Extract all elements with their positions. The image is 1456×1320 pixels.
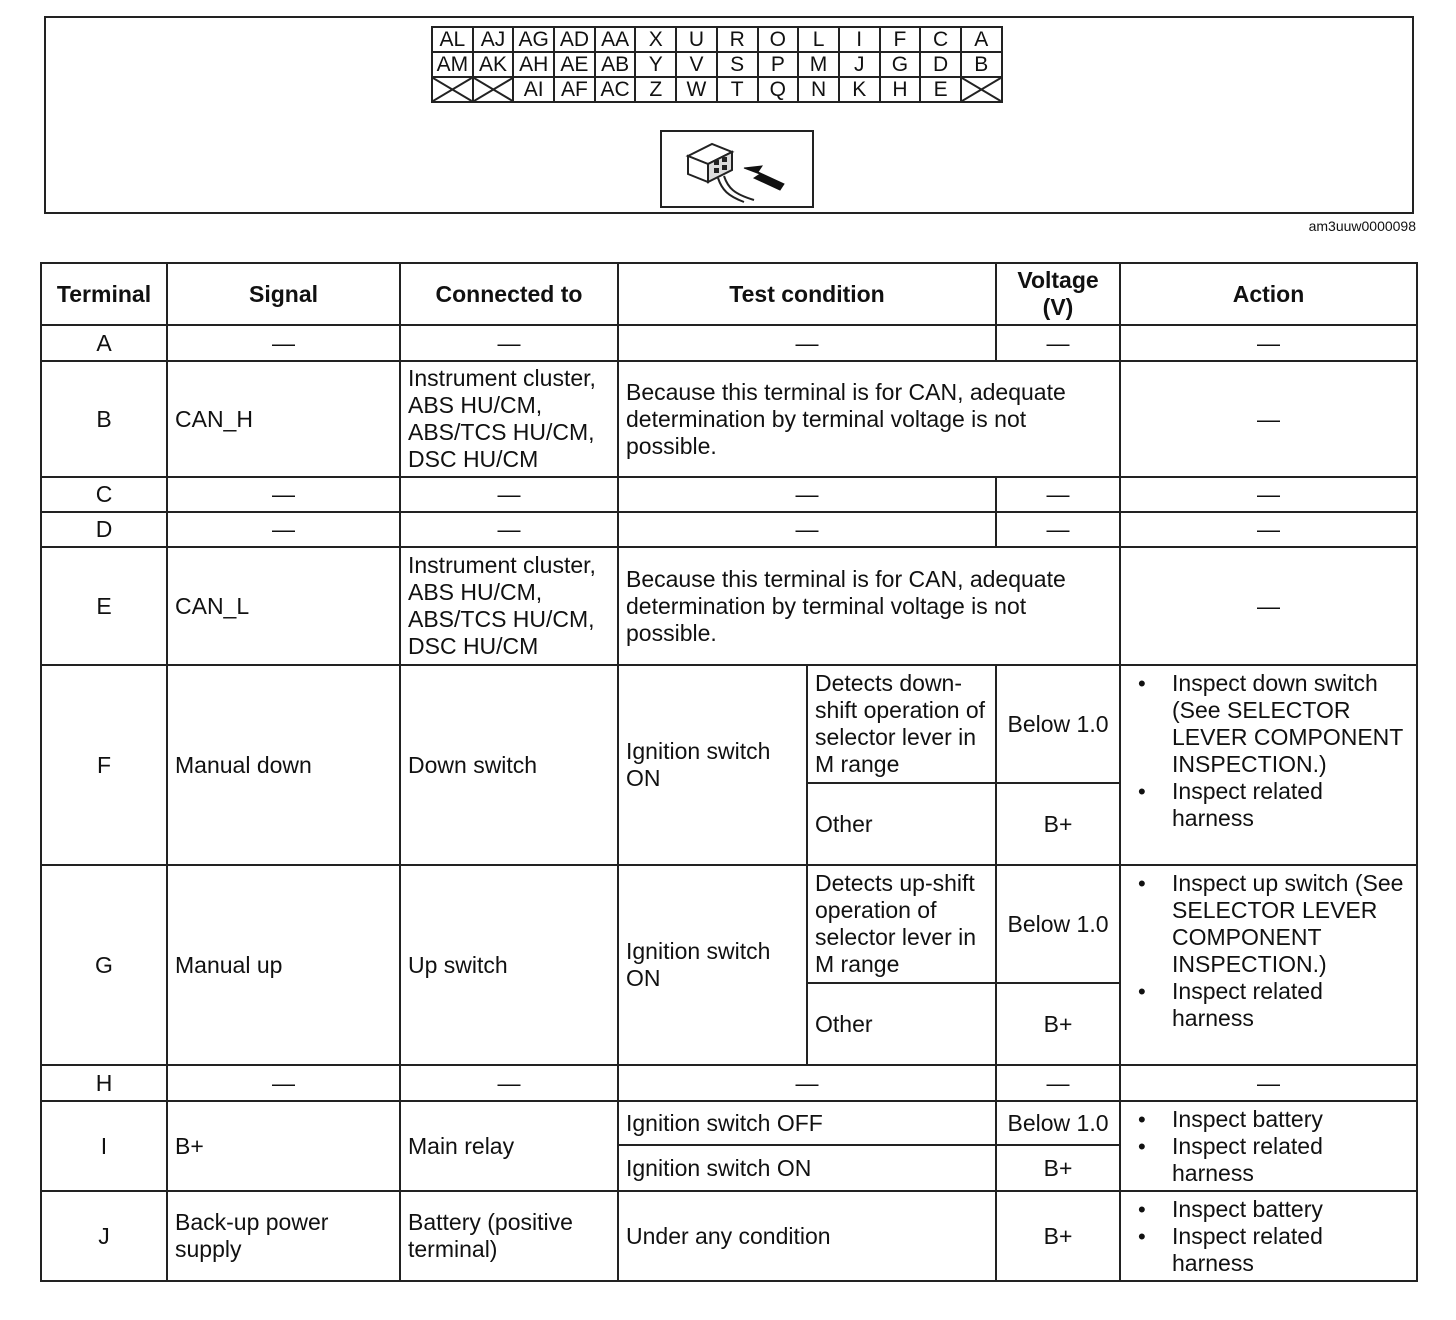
pin: AJ [473,27,514,52]
header-terminal: Terminal [41,263,167,325]
dash-cell: — [1120,512,1417,547]
dash-cell: — [167,325,400,361]
signal-cell: Manual up [167,865,400,1065]
action-list [1128,1106,1409,1187]
sub-condition-cell: Detects down-shift operation of selector lever in M range [807,665,996,783]
pin: AL [432,27,473,52]
pin: AC [595,77,636,102]
pin: AK [473,52,514,77]
pin: AI [513,77,554,102]
can-note-cell: Because this terminal is for CAN, adequate determination by terminal voltage is not possible. [618,361,1120,477]
action-item: • Inspect related harness [1134,1223,1409,1277]
pin: AB [595,52,636,77]
signal-cell: Back-up power supply [167,1191,400,1281]
connector-pin-grid [431,26,1003,103]
pin: K [839,77,880,102]
condition-cell: Ignition switch ON [618,665,807,865]
pin: Y [635,52,676,77]
header-voltage: Voltage (V) [996,263,1120,325]
dash-cell: — [996,1065,1120,1101]
sub-condition-cell: Other [807,783,996,865]
signal-cell: CAN_H [167,361,400,477]
signal-cell: Manual down [167,665,400,865]
pin: E [920,77,961,102]
connected-to-cell: Main relay [400,1101,618,1191]
dash-cell: — [1120,325,1417,361]
dash-cell: — [167,477,400,512]
action-list [1128,870,1409,1032]
table-row [41,865,1417,983]
voltage-cell: B+ [996,1145,1120,1191]
pin: A [961,27,1002,52]
pin: AM [432,52,473,77]
table-row [41,361,1417,477]
action-item: • Inspect related harness [1134,778,1409,832]
pin: H [880,77,921,102]
pin: AG [513,27,554,52]
pin: S [717,52,758,77]
pin: AA [595,27,636,52]
pin: Z [635,77,676,102]
dash-cell: — [400,325,618,361]
pin: AE [554,52,595,77]
voltage-cell: B+ [996,1191,1120,1281]
signal-cell: CAN_L [167,547,400,665]
pin-row [432,52,1002,77]
header-action: Action [1120,263,1417,325]
connected-to-cell: Down switch [400,665,618,865]
table-row [41,512,1417,547]
pin-row [432,77,1002,102]
terminal-cell: H [41,1065,167,1101]
table-row [41,665,1417,783]
pin: V [676,52,717,77]
pin: B [961,52,1002,77]
dash-cell: — [1120,477,1417,512]
action-cell [1120,1191,1417,1281]
can-note-cell: Because this terminal is for CAN, adequate determination by terminal voltage is not possible. [618,547,1120,665]
pin: N [798,77,839,102]
table-header-row [41,263,1417,325]
pin: G [880,52,921,77]
action-cell [1120,865,1417,1065]
dash-cell: — [618,1065,996,1101]
pin: AH [513,52,554,77]
connected-to-cell: Instrument cluster, ABS HU/CM, ABS/TCS HU/CM, DSC HU/CM [400,547,618,665]
condition-cell: Under any condition [618,1191,996,1281]
terminal-cell: D [41,512,167,547]
action-list [1128,1196,1409,1277]
action-item: • Inspect battery [1134,1106,1409,1133]
action-cell [1120,1101,1417,1191]
terminal-cell: B [41,361,167,477]
dash-cell: — [400,1065,618,1101]
terminal-cell: A [41,325,167,361]
action-item: • Inspect up switch (See SELECTOR LEVER COMPONENT INSPECTION.) [1134,870,1409,978]
dash-cell: — [618,325,996,361]
voltage-cell: Below 1.0 [996,1101,1120,1145]
pin: P [758,52,799,77]
connected-to-cell: Battery (positive terminal) [400,1191,618,1281]
terminal-voltage-table [40,262,1418,1282]
dash-cell: — [400,477,618,512]
voltage-cell: Below 1.0 [996,665,1120,783]
pin: O [758,27,799,52]
dash-cell: — [167,512,400,547]
pin: AD [554,27,595,52]
action-list [1128,670,1409,832]
figure-id: am3uuw0000098 [1308,218,1416,234]
connected-to-cell: Up switch [400,865,618,1065]
action-item: • Inspect related harness [1134,1133,1409,1187]
pin: F [880,27,921,52]
condition-cell: Ignition switch OFF [618,1101,996,1145]
condition-cell: Ignition switch ON [618,1145,996,1191]
table-row [41,1101,1417,1145]
pin: D [920,52,961,77]
action-cell [1120,665,1417,865]
dash-cell: — [167,1065,400,1101]
dash-cell: — [618,477,996,512]
terminal-cell: F [41,665,167,865]
dash-cell: — [400,512,618,547]
pin: C [920,27,961,52]
pin: T [717,77,758,102]
action-item: • Inspect battery [1134,1196,1409,1223]
terminal-cell: I [41,1101,167,1191]
sub-condition-cell: Detects up-shift operation of selector lever in M range [807,865,996,983]
pin: M [798,52,839,77]
table-row [41,477,1417,512]
pin: J [839,52,880,77]
table-row [41,1191,1417,1281]
unused-pin-cross-icon [473,77,514,102]
pin-row [432,27,1002,52]
terminal-cell: J [41,1191,167,1281]
header-signal: Signal [167,263,400,325]
dash-cell: — [1120,547,1417,665]
voltage-cell: Below 1.0 [996,865,1120,983]
harness-connector-view-icon [660,130,814,208]
pin: U [676,27,717,52]
dash-cell: — [996,512,1120,547]
sub-condition-cell: Other [807,983,996,1065]
signal-cell: B+ [167,1101,400,1191]
pin: X [635,27,676,52]
table-row [41,1065,1417,1101]
unused-pin-cross-icon [432,77,473,102]
pin: AF [554,77,595,102]
connected-to-cell: Instrument cluster, ABS HU/CM, ABS/TCS HU/CM, DSC HU/CM [400,361,618,477]
pin: L [798,27,839,52]
terminal-cell: G [41,865,167,1065]
terminal-cell: E [41,547,167,665]
dash-cell: — [618,512,996,547]
dash-cell: — [996,325,1120,361]
condition-cell: Ignition switch ON [618,865,807,1065]
voltage-cell: B+ [996,783,1120,865]
header-connected-to: Connected to [400,263,618,325]
dash-cell: — [1120,1065,1417,1101]
pin: W [676,77,717,102]
table-row [41,325,1417,361]
unused-pin-cross-icon [961,77,1002,102]
table-row [41,547,1417,665]
voltage-cell: B+ [996,983,1120,1065]
pin: I [839,27,880,52]
terminal-cell: C [41,477,167,512]
header-test-condition: Test condition [618,263,996,325]
pin: R [717,27,758,52]
action-item: • Inspect down switch (See SELECTOR LEVER COMPONENT INSPECTION.) [1134,670,1409,778]
pin: Q [758,77,799,102]
action-item: • Inspect related harness [1134,978,1409,1032]
dash-cell: — [1120,361,1417,477]
dash-cell: — [996,477,1120,512]
